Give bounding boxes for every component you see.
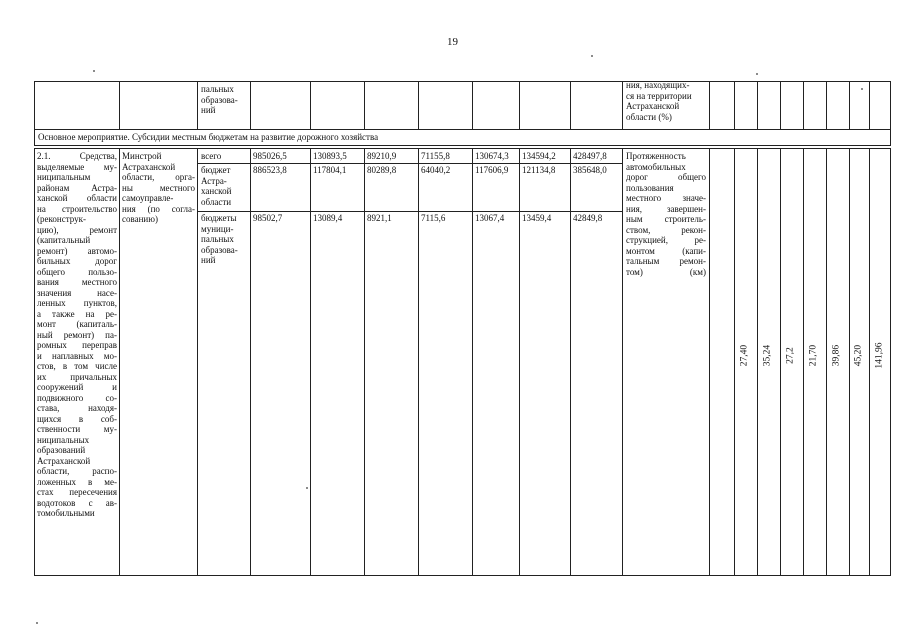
funding-value: 80289,8 bbox=[367, 165, 397, 175]
indicator-value: 39,86 bbox=[831, 344, 842, 367]
description-line: щихся в соб- bbox=[37, 413, 117, 424]
funding-value: 428497,8 bbox=[573, 151, 607, 161]
funding-value: 134594,2 bbox=[522, 151, 556, 161]
description-line: (капитальный bbox=[37, 235, 91, 245]
funding-source-municipal: бюджеты муници- пальных образова- ний bbox=[201, 213, 238, 265]
indicator-line: дорог общего bbox=[626, 172, 706, 182]
description-line: значения насе- bbox=[37, 287, 117, 298]
description-line: на строительство bbox=[37, 203, 117, 214]
indicator-line: ным строитель- bbox=[626, 214, 706, 224]
description-line: стов, в том числе bbox=[37, 361, 117, 371]
funding-value: 8921,1 bbox=[367, 213, 392, 223]
indicator-line: тальным ремон- bbox=[626, 256, 706, 266]
executor-line: сованию) bbox=[122, 214, 158, 224]
description-line: ромных переправ bbox=[37, 340, 117, 350]
description-line: бильных дорог bbox=[37, 256, 117, 266]
executor-line: ны местного bbox=[122, 182, 195, 193]
description-line: ремонт) автомо- bbox=[37, 245, 117, 256]
indicator-value: 21,70 bbox=[808, 344, 819, 367]
item-description-cell bbox=[37, 151, 117, 519]
description-line: и наплавных мо- bbox=[37, 350, 117, 361]
page-number: 19 bbox=[447, 36, 458, 48]
indicator-value: 141,96 bbox=[874, 342, 885, 369]
description-line: области, распо- bbox=[37, 466, 117, 476]
description-line: томобильными bbox=[37, 508, 95, 518]
description-line: выделяемые му- bbox=[37, 161, 117, 172]
funding-source-regional: бюджет Астра- ханской области bbox=[201, 165, 232, 207]
funding-value: 985026,5 bbox=[253, 151, 287, 161]
description-line: става, находя- bbox=[37, 403, 117, 413]
description-line: вания местного bbox=[37, 277, 117, 287]
description-line: сооружений и bbox=[37, 382, 117, 392]
executor-line: ния (по согла- bbox=[122, 203, 195, 214]
description-line: ниципальных bbox=[37, 434, 90, 445]
funding-value: 385648,0 bbox=[573, 165, 607, 175]
executor-line: Минстрой bbox=[122, 151, 162, 161]
indicator-line: монтом (капи- bbox=[626, 245, 706, 256]
indicator-line: струкцией, ре- bbox=[626, 235, 706, 245]
funding-value: 71155,8 bbox=[421, 151, 450, 161]
funding-value: 117606,9 bbox=[475, 165, 509, 175]
funding-source-total: всего bbox=[201, 151, 222, 161]
section-title: Основное мероприятие. Субсидии местным бюджетам на развитие дорожного хозяйства bbox=[38, 132, 379, 142]
indicator-value: 27,2 bbox=[785, 347, 796, 364]
header-funding-source-cell: пальных образова- ний bbox=[201, 84, 238, 115]
funding-value: 130674,3 bbox=[475, 151, 509, 161]
description-line: стах пересечения bbox=[37, 487, 117, 497]
indicator-line: автомобильных bbox=[626, 161, 686, 172]
description-line: подвижного со- bbox=[37, 392, 117, 403]
description-line: цию), ремонт bbox=[37, 224, 117, 235]
description-line: ханской области bbox=[37, 193, 117, 203]
funding-value: 117804,1 bbox=[313, 165, 347, 175]
description-line: их причальных bbox=[37, 371, 117, 382]
funding-value: 89210,9 bbox=[367, 151, 397, 161]
funding-value: 13089,4 bbox=[313, 213, 343, 223]
description-line: ниципальным bbox=[37, 172, 91, 182]
indicator-line: ством, рекон- bbox=[626, 224, 706, 235]
indicator-cell bbox=[626, 151, 706, 277]
funding-value: 13459,4 bbox=[522, 213, 552, 223]
funding-value: 130893,5 bbox=[313, 151, 347, 161]
item-executor-cell bbox=[122, 151, 195, 225]
description-line: образований bbox=[37, 445, 86, 455]
description-line: общего пользо- bbox=[37, 266, 117, 277]
funding-value: 98502,7 bbox=[253, 213, 283, 223]
indicator-line: том) (км) bbox=[626, 266, 706, 277]
indicator-line: пользования bbox=[626, 182, 674, 193]
description-line: водотоков с ав- bbox=[37, 497, 117, 508]
indicator-line: местного значе- bbox=[626, 193, 706, 203]
description-line: 2.1. Средства, bbox=[37, 151, 117, 161]
funding-value: 886523,8 bbox=[253, 165, 287, 175]
description-line: ленных пунктов, bbox=[37, 298, 117, 308]
executor-line: Астраханской bbox=[122, 161, 176, 172]
indicator-value: 45,20 bbox=[853, 344, 864, 367]
indicator-line: ния, завершен- bbox=[626, 203, 706, 214]
indicator-line: Протяженность bbox=[626, 151, 686, 161]
funding-value: 121134,8 bbox=[522, 165, 556, 175]
header-target-indicator-cell: ния, находящих- ся на территории Астраханской области (%) bbox=[626, 80, 692, 122]
funding-value: 7115,6 bbox=[421, 213, 446, 223]
executor-line: самоуправле- bbox=[122, 193, 174, 203]
description-line: а также на ре- bbox=[37, 308, 117, 319]
description-line: монт (капиталь- bbox=[37, 319, 117, 329]
funding-value: 13067,4 bbox=[475, 213, 505, 223]
description-line: ственности му- bbox=[37, 424, 117, 434]
description-line: районам Астра- bbox=[37, 182, 117, 193]
description-line: (реконструк- bbox=[37, 214, 87, 224]
indicator-value: 27,40 bbox=[739, 344, 750, 367]
funding-value: 64040,2 bbox=[421, 165, 451, 175]
funding-value: 42849,8 bbox=[573, 213, 603, 223]
description-line: ный ремонт) па- bbox=[37, 329, 117, 340]
description-line: ложенных в ме- bbox=[37, 476, 117, 487]
indicator-value: 35,24 bbox=[762, 344, 773, 367]
executor-line: области, орга- bbox=[122, 172, 195, 182]
description-line: Астраханской bbox=[37, 455, 91, 466]
